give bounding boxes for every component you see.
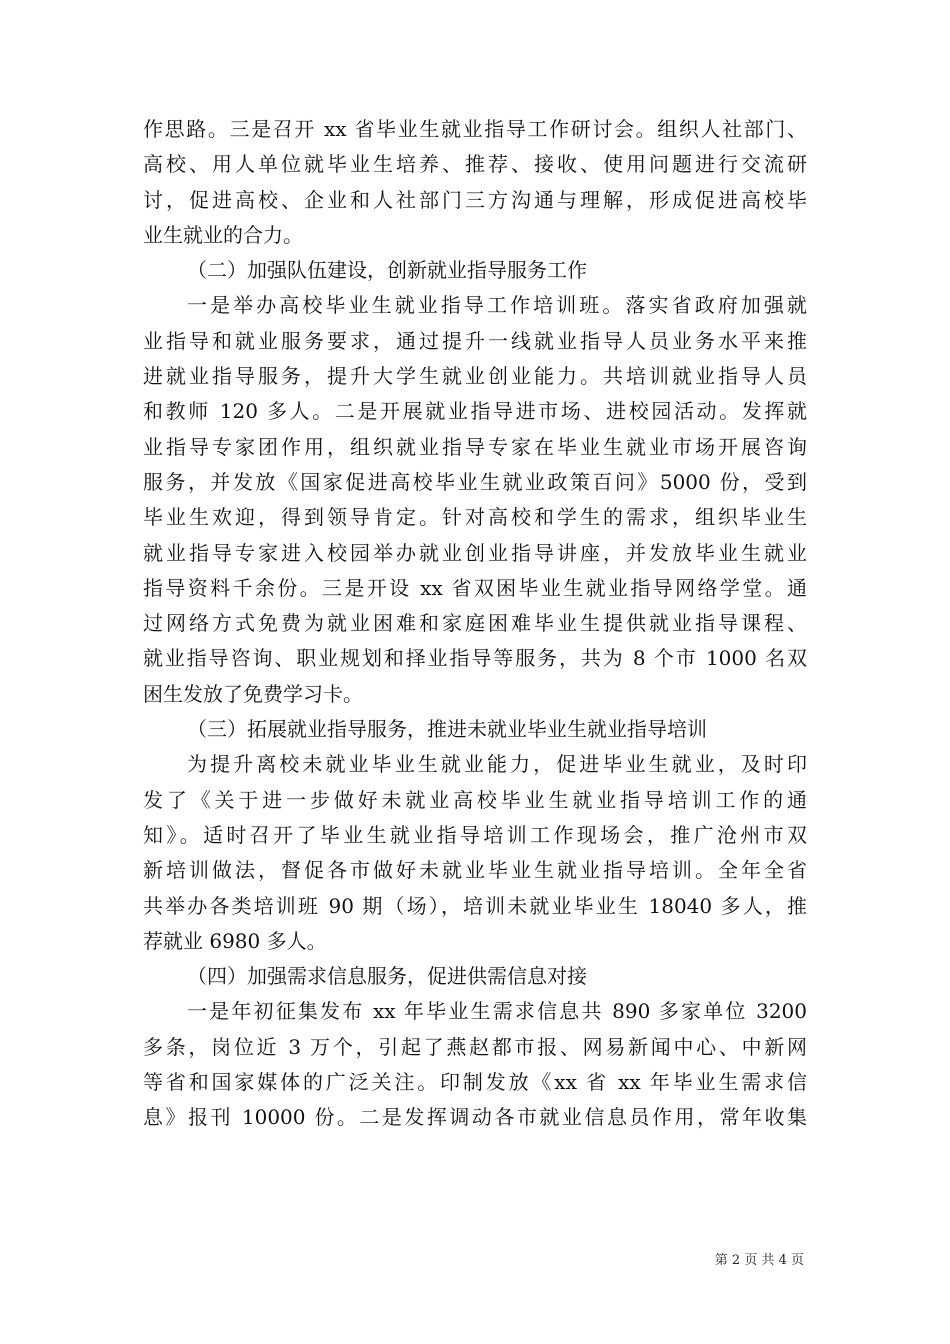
paragraph-line: 新培训做法，督促各市做好未就业毕业生就业指导培训。全年全省 [143, 858, 807, 883]
paragraph-line: 就业指导咨询、职业规划和择业指导等服务，共为 8 个市 1000 名双 [143, 646, 807, 671]
paragraph-line: 一是举办高校毕业生就业指导工作培训班。落实省政府加强就 [187, 293, 807, 318]
paragraph-line: 困生发放了免费学习卡。 [143, 681, 363, 706]
paragraph-line: 高校、用人单位就毕业生培养、推荐、接收、使用问题进行交流研 [143, 152, 807, 177]
section-heading: （二）加强队伍建设，创新就业指导服务工作 [187, 258, 587, 283]
paragraph-line: 等省和国家媒体的广泛关注。印制发放《xx 省 xx 年毕业生需求信 [143, 1070, 807, 1095]
document-body [143, 112, 807, 1136]
paragraph-line: 业指导和就业服务要求，通过提升一线就业指导人员业务水平来推 [143, 328, 807, 353]
paragraph-line: 多条，岗位近 3 万个，引起了燕赵都市报、网易新闻中心、中新网 [143, 1034, 807, 1059]
paragraph-line: 讨，促进高校、企业和人社部门三方沟通与理解，形成促进高校毕 [143, 187, 807, 212]
paragraph-line: 进就业指导服务，提升大学生就业创业能力。共培训就业指导人员 [143, 364, 807, 389]
page-number: 第 2 页 共 4 页 [714, 1253, 804, 1268]
paragraph-line: 业生就业的合力。 [143, 222, 303, 247]
paragraph-line: 毕业生欢迎，得到领导肯定。针对高校和学生的需求，组织毕业生 [143, 505, 807, 530]
paragraph-line: 业指导专家团作用，组织就业指导专家在毕业生就业市场开展咨询 [143, 434, 807, 459]
section-heading: （四）加强需求信息服务，促进供需信息对接 [187, 964, 587, 989]
paragraph-line: 一是年初征集发布 xx 年毕业生需求信息共 890 多家单位 3200 [187, 999, 807, 1024]
paragraph-line: 过网络方式免费为就业困难和家庭困难毕业生提供就业指导课程、 [143, 611, 807, 636]
paragraph-line: 指导资料千余份。三是开设 xx 省双困毕业生就业指导网络学堂。通 [143, 575, 807, 600]
paragraph-line: 荐就业 6980 多人。 [143, 928, 327, 953]
paragraph-line: 共举办各类培训班 90 期（场），培训未就业毕业生 18040 多人，推 [143, 893, 807, 918]
section-heading: （三）拓展就业指导服务，推进未就业毕业生就业指导培训 [187, 717, 707, 742]
paragraph-line: 知》。适时召开了毕业生就业指导培训工作现场会，推广沧州市双 [143, 822, 807, 847]
paragraph-line: 作思路。三是召开 xx 省毕业生就业指导工作研讨会。组织人社部门、 [143, 117, 807, 141]
paragraph-line: 息》报刊 10000 份。二是发挥调动各市就业信息员作用，常年收集 [143, 1105, 807, 1130]
paragraph-line: 发了《关于进一步做好未就业高校毕业生就业指导培训工作的通 [143, 787, 807, 812]
paragraph-line: 服务，并发放《国家促进高校毕业生就业政策百问》5000 份，受到 [143, 469, 807, 494]
paragraph-line: 就业指导专家进入校园举办就业创业指导讲座，并发放毕业生就业 [143, 540, 807, 565]
paragraph-line: 为提升离校未就业毕业生就业能力，促进毕业生就业，及时印 [187, 752, 807, 777]
paragraph-line: 和教师 120 多人。二是开展就业指导进市场、进校园活动。发挥就 [143, 399, 807, 424]
